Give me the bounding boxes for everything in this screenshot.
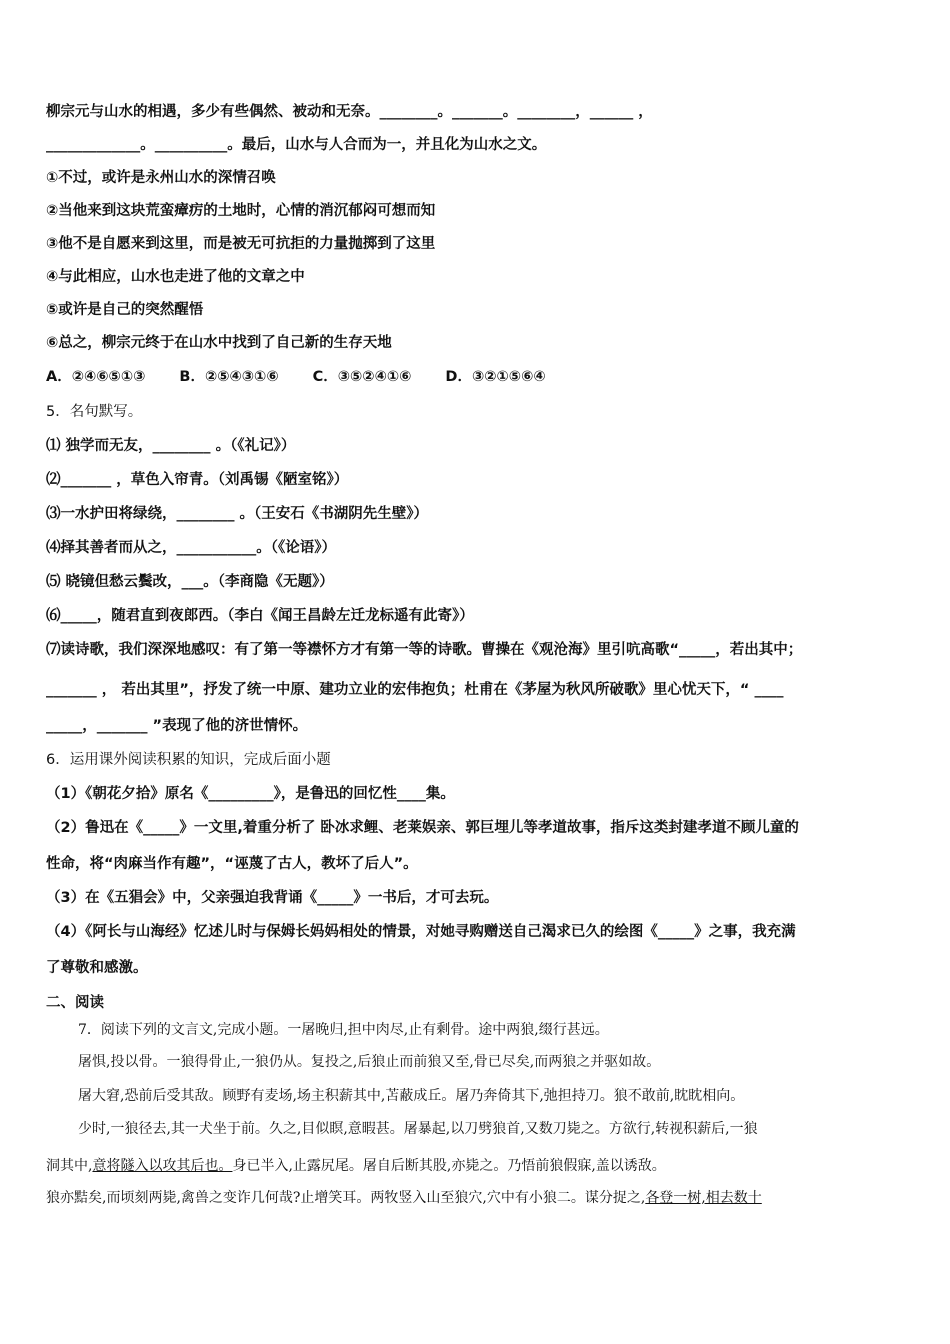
q4-intro-line-2: _____________。__________。最后，山水与人合而为一，并且化为山水之文。: [46, 137, 547, 153]
q6-title: 6．运用课外阅读积累的知识，完成后面小题: [46, 752, 331, 768]
q7-line-1: 7．阅读下列的文言文,完成小题。一屠晚归,担中肉尽,止有剩骨。途中两狼,缀行甚远。: [78, 1022, 609, 1038]
q4-item-3: ③他不是自愿来到这里，而是被无可抗拒的力量抛掷到了这里: [46, 236, 436, 252]
q4-options: [46, 367, 580, 387]
q4-item-2: ②当他来到这块荒蛮瘴疠的土地时，心情的消沉郁闷可想而知: [46, 203, 436, 219]
q6-item-2-line-2: 性命，将“肉麻当作有趣”，“诬蔑了古人，教坏了后人”。: [46, 856, 418, 872]
passage-line-5-post: 身已半入,止露尻尾。屠自后断其股,亦毙之。乃悟前狼假寐,盖以诱敌。: [232, 1158, 666, 1174]
q4-option-d[interactable]: D．③②①⑤⑥④: [445, 369, 546, 385]
q4-option-c[interactable]: C．③⑤②④①⑥: [312, 369, 412, 385]
q5-item-6: ⑹_____，随君直到夜郎西。（李白《闻王昌龄左迁龙标遥有此寄》）: [46, 608, 474, 624]
section-heading: 二、阅读: [46, 995, 104, 1011]
q6-item-4-line-2: 了尊敬和感激。: [46, 960, 148, 976]
passage-line-6-pre: 狼亦黠矣,而顷刻两毙,禽兽之变诈几何哉?止增笑耳。两牧竖入山至狼穴,穴中有小狼二。谋分捉之,: [46, 1190, 646, 1206]
q4-item-5: ⑤或许是自己的突然醒悟: [46, 302, 204, 318]
q4-item-1: ①不过，或许是永州山水的深情召唤: [46, 170, 276, 186]
q5-item-4: ⑷择其善者而从之，___________。（《论语》）: [46, 540, 336, 556]
q5-item-1: ⑴ 独学而无友，________ 。（《礼记》）: [46, 438, 296, 454]
q5-item-5: ⑸ 晓镜但愁云鬓改，___。（李商隐《无题》）: [46, 574, 334, 590]
q6-item-2-line-1: （2）鲁迅在《_____》一文里,着重分析了 卧冰求鲤、老莱娱亲、郭巨埋儿等孝道故事，指斥这类封建孝道不顾儿童的: [46, 820, 799, 836]
q6-item-4-line-1: （4）《阿长与山海经》忆述儿时与保姆长妈妈相处的情景，对她寻购赠送自己渴求已久的绘图《_____》之事，我充满: [46, 924, 796, 940]
q5-title: 5．名句默写。: [46, 404, 143, 420]
q5-item-7-line-1: ⑺读诗歌，我们深深地感叹：有了第一等襟怀方才有第一等的诗歌。曹操在《观沧海》里引吭高歌“_____，若出其中；: [46, 642, 803, 658]
q4-item-6: ⑥总之，柳宗元终于在山水中找到了自己新的生存天地: [46, 335, 392, 351]
q4-item-4: ④与此相应，山水也走进了他的文章之中: [46, 269, 305, 285]
passage-line-5: [46, 1156, 666, 1176]
passage-line-5-underlined: 意将隧入以攻其后也。: [92, 1158, 233, 1174]
q5-item-2: ⑵_______ ，草色入帘青。（刘禹锡《陋室铭》）: [46, 472, 349, 488]
q4-intro-line-1: 柳宗元与山水的相遇，多少有些偶然、被动和无奈。________。_______。________，______ ，: [46, 104, 653, 120]
passage-line-3: 屠大窘,恐前后受其敌。顾野有麦场,场主积薪其中,苫蔽成丘。屠乃奔倚其下,弛担持刀。狼不敢前,眈眈相向。: [78, 1088, 745, 1104]
passage-line-4: 少时,一狼径去,其一犬坐于前。久之,目似瞑,意暇甚。屠暴起,以刀劈狼首,又数刀毙之。方欲行,转视积薪后,一狼: [78, 1121, 758, 1137]
passage-line-6: [46, 1188, 762, 1208]
passage-line-5-pre: 洞其中,: [46, 1158, 93, 1174]
q6-item-3: （3）在《五猖会》中，父亲强迫我背诵《_____》一书后，才可去玩。: [46, 890, 499, 906]
q5-item-7-line-3: _____，_______ ”表现了他的济世情怀。: [46, 718, 308, 734]
q4-option-a[interactable]: A．②④⑥⑤①③: [46, 369, 146, 385]
q4-option-b[interactable]: B．②⑤④③①⑥: [179, 369, 279, 385]
q6-item-1: （1）《朝花夕拾》原名《_________》，是鲁迅的回忆性____集。: [46, 786, 455, 802]
q5-item-3: ⑶一水护田将绿绕，________ 。（王安石《书湖阴先生壁》）: [46, 506, 429, 522]
passage-line-2: 屠惧,投以骨。一狼得骨止,一狼仍从。复投之,后狼止而前狼又至,骨已尽矣,而两狼之并驱如故。: [78, 1054, 661, 1070]
q5-item-7-line-2: _______ ， 若出其里”，抒发了统一中原、建功立业的宏伟抱负；杜甫在《茅屋为秋风所破歌》里心忧天下，“ ____: [46, 682, 784, 698]
passage-line-6-underlined: 各登一树,相去数十: [645, 1190, 762, 1206]
